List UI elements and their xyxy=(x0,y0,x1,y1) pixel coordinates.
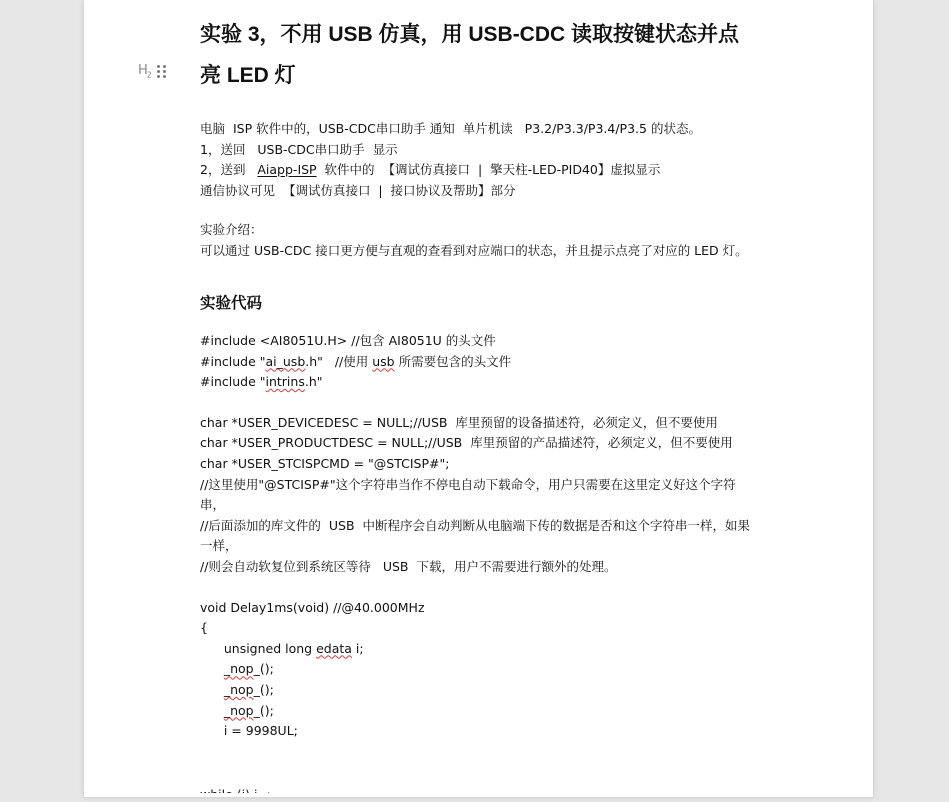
code-line[interactable]: { xyxy=(200,620,208,636)
heading-level-marker[interactable] xyxy=(138,63,166,80)
code-line[interactable]: char *USER_DEVICEDESC = NULL;//USB 库里预留的设备描述符，必须定义，但不要使用 xyxy=(200,414,718,430)
code-line[interactable]: i = 9998UL; xyxy=(200,723,298,739)
code-line[interactable]: unsigned long edata i; xyxy=(200,640,364,656)
code-line[interactable]: //则会自动软复位到系统区等待 USB 下载，用户不需要进行额外的处理。 xyxy=(200,558,617,574)
intro-line[interactable]: 电脑 ISP 软件中的，USB-CDC串口助手 通知 单片机读 P3.2/P3.3/P3.4/P3.5 的状态。 xyxy=(200,121,701,136)
code-line[interactable]: char *USER_STCISPCMD = "@STCISP#"; xyxy=(200,455,450,471)
code-line[interactable]: #include "intrins.h" xyxy=(200,374,323,390)
aiapp-isp-link: Aiapp-ISP xyxy=(257,162,317,177)
code-section-heading[interactable]: 实验代码 xyxy=(200,294,263,312)
code-line[interactable]: _nop_(); xyxy=(223,681,274,697)
intro-line[interactable]: 1，送回 USB-CDC串口助手 显示 xyxy=(200,141,398,157)
experiment-intro-text[interactable]: 可以通过 USB-CDC 接口更方便与直观的查看到对应端口的状态，并且提示点亮了对应的 LED 灯。 xyxy=(200,242,748,258)
code-line[interactable]: //这里使用"@STCISP#"这个字符串当作不停电自动下载命令，用户只需要在这里定义好这个字符串， xyxy=(200,476,736,513)
intro-line[interactable]: 2，送到 Aiapp-ISP 软件中的 【调试仿真接口 | 擎天柱-LED-PID40】虚拟显示 xyxy=(200,162,661,177)
intro-line[interactable]: 通信协议可见 【调试仿真接口 | 接口协议及帮助】部分 xyxy=(200,182,516,198)
heading-line-2: 亮 LED 灯 xyxy=(200,64,296,87)
heading-2-icon: $H_2$ xyxy=(138,63,151,80)
code-line[interactable]: void Delay1ms(void) //@40.000MHz xyxy=(200,599,425,615)
code-line[interactable]: #include "ai_usb.h" //使用 usb 所需要包含的头文件 xyxy=(200,353,512,369)
code-line[interactable]: #include <AI8051U.H> //包含 AI8051U 的头文件 xyxy=(200,333,496,348)
code-line[interactable]: char *USER_PRODUCTDESC = NULL;//USB 库里预留的产品描述符，必须定义，但不要使用 xyxy=(200,435,733,451)
drag-handle-icon[interactable] xyxy=(157,65,166,78)
code-line[interactable]: //后面添加的库文件的 USB 中断程序会自动判断从电脑端下传的数据是否和这个字符串一样，如果一样， xyxy=(200,517,750,554)
document-body[interactable] xyxy=(200,14,760,742)
heading-line-1: 实验 3，不用 USB 仿真，用 USB-CDC 读取按键状态并点 xyxy=(200,23,740,46)
experiment-intro-label[interactable]: 实验介绍： xyxy=(200,222,263,237)
heading-title[interactable] xyxy=(200,14,760,96)
code-line[interactable]: _nop_(); xyxy=(223,661,274,677)
code-line[interactable]: _nop_(); xyxy=(223,702,274,718)
